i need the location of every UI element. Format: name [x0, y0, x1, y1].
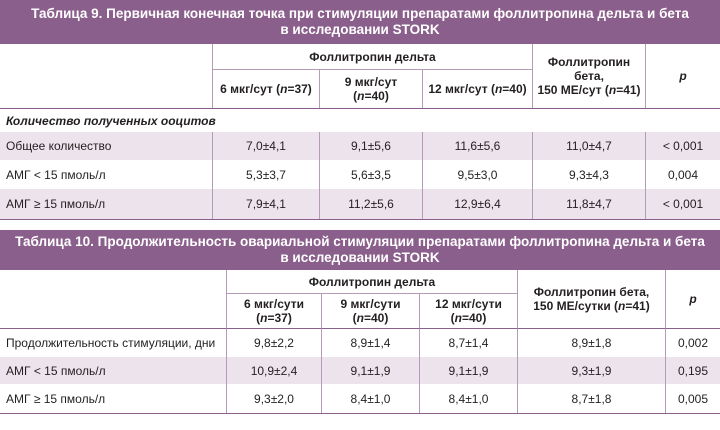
- table-row-label: АМГ ≥ 15 пмоль/л: [0, 189, 212, 219]
- table-cell: 9,3±2,0: [226, 384, 321, 413]
- table-10: [0, 230, 720, 414]
- table-9-beta-line1: Фоллитропин бета,: [547, 55, 631, 83]
- table-10-bottom-rule: [0, 413, 720, 414]
- table-row-label: Продолжительность стимуляции, дни: [0, 328, 226, 357]
- table-9-p-header: p: [645, 44, 720, 108]
- table-cell-p: < 0,001: [645, 189, 720, 219]
- table-cell: 7,9±4,1: [212, 189, 319, 219]
- table-cell: 8,7±1,4: [419, 328, 517, 357]
- table-cell: 8,9±1,8: [517, 328, 665, 357]
- table-10-corner: [0, 270, 226, 328]
- table-9-col-12: 12 мкг/сут (n=40): [422, 70, 532, 108]
- table-cell: 11,0±4,7: [532, 132, 645, 160]
- table-10-delta-header: Фоллитропин дельта: [226, 270, 517, 294]
- table-9-title-line1: Таблица 9. Первичная конечная точка при стимуляции препаратами фоллитропина дельта и бета: [31, 6, 689, 21]
- table-row-label: Общее количество: [0, 132, 212, 160]
- table-cell: 11,8±4,7: [532, 189, 645, 219]
- table-cell: 8,7±1,8: [517, 384, 665, 413]
- table-cell: 5,3±3,7: [212, 160, 319, 189]
- table-cell: 10,9±2,4: [226, 357, 321, 384]
- table-10-beta-line1: Фоллитропин бета,: [533, 285, 650, 299]
- table-cell-p: 0,004: [645, 160, 720, 189]
- table-row-label: АМГ < 15 пмоль/л: [6, 167, 106, 182]
- table-cell: 9,3±4,3: [532, 160, 645, 189]
- table-cell-p: 0,002: [665, 328, 720, 357]
- table-9-delta-header: Фоллитропин дельта: [212, 44, 532, 70]
- table-9-title-line2: в исследовании STORK: [280, 22, 440, 37]
- table-cell: 9,5±3,0: [422, 160, 532, 189]
- table-10-beta-line2: 150 МЕ/сутки (n=41): [533, 299, 650, 313]
- table-10-col-9: 9 мкг/сути (n=40): [321, 294, 419, 328]
- table-row-label: АМГ ≥ 15 пмоль/л: [6, 391, 106, 406]
- table-9-title: [0, 0, 720, 44]
- table-cell-p: 0,195: [665, 357, 720, 384]
- table-cell: 8,4±1,0: [419, 384, 517, 413]
- table-9-col-6: 6 мкг/сут (n=37): [212, 70, 319, 108]
- table-cell-p: 0,005: [665, 384, 720, 413]
- table-cell-p: < 0,001: [645, 132, 720, 160]
- table-9-beta-header: [532, 44, 645, 108]
- table-cell: 8,9±1,4: [321, 328, 419, 357]
- table-cell: 9,3±1,9: [517, 357, 665, 384]
- table-10-col-6: 6 мкг/сути (n=37): [226, 294, 321, 328]
- table-9-beta-line2: 150 МЕ/сут (n=41): [537, 83, 641, 97]
- table-cell: 9,1±1,9: [321, 357, 419, 384]
- table-10-title-line2: в исследовании STORK: [280, 250, 440, 265]
- table-10-col-12: 12 мкг/сути (n=40): [419, 294, 517, 328]
- table-row-label: АМГ < 15 пмоль/л: [0, 357, 226, 384]
- table-cell: 8,4±1,0: [321, 384, 419, 413]
- table-10-beta-header: [517, 270, 665, 328]
- table-cell: 9,1±5,6: [319, 132, 422, 160]
- table-cell: 7,0±4,1: [212, 132, 319, 160]
- table-10-p-header: p: [665, 270, 720, 328]
- table-cell: 9,8±2,2: [226, 328, 321, 357]
- table-9-grid: [0, 44, 720, 219]
- table-cell: 5,6±3,5: [319, 160, 422, 189]
- table-cell: 11,2±5,6: [319, 189, 422, 219]
- table-9-bottom-rule: [0, 219, 720, 220]
- table-9-section-label: Количество полученных ооцитов: [0, 108, 720, 132]
- table-9-col-9: 9 мкг/сут (n=40): [319, 70, 422, 108]
- table-9-corner: [0, 44, 212, 108]
- table-cell: 9,1±1,9: [419, 357, 517, 384]
- table-10-grid: [0, 270, 720, 413]
- table-cell: 11,6±5,6: [422, 132, 532, 160]
- table-cell: 12,9±6,4: [422, 189, 532, 219]
- table-10-title: [0, 230, 720, 270]
- table-10-title-line1: Таблица 10. Продолжительность овариальной стимуляции препаратами фоллитропина дельта и бета: [15, 234, 705, 249]
